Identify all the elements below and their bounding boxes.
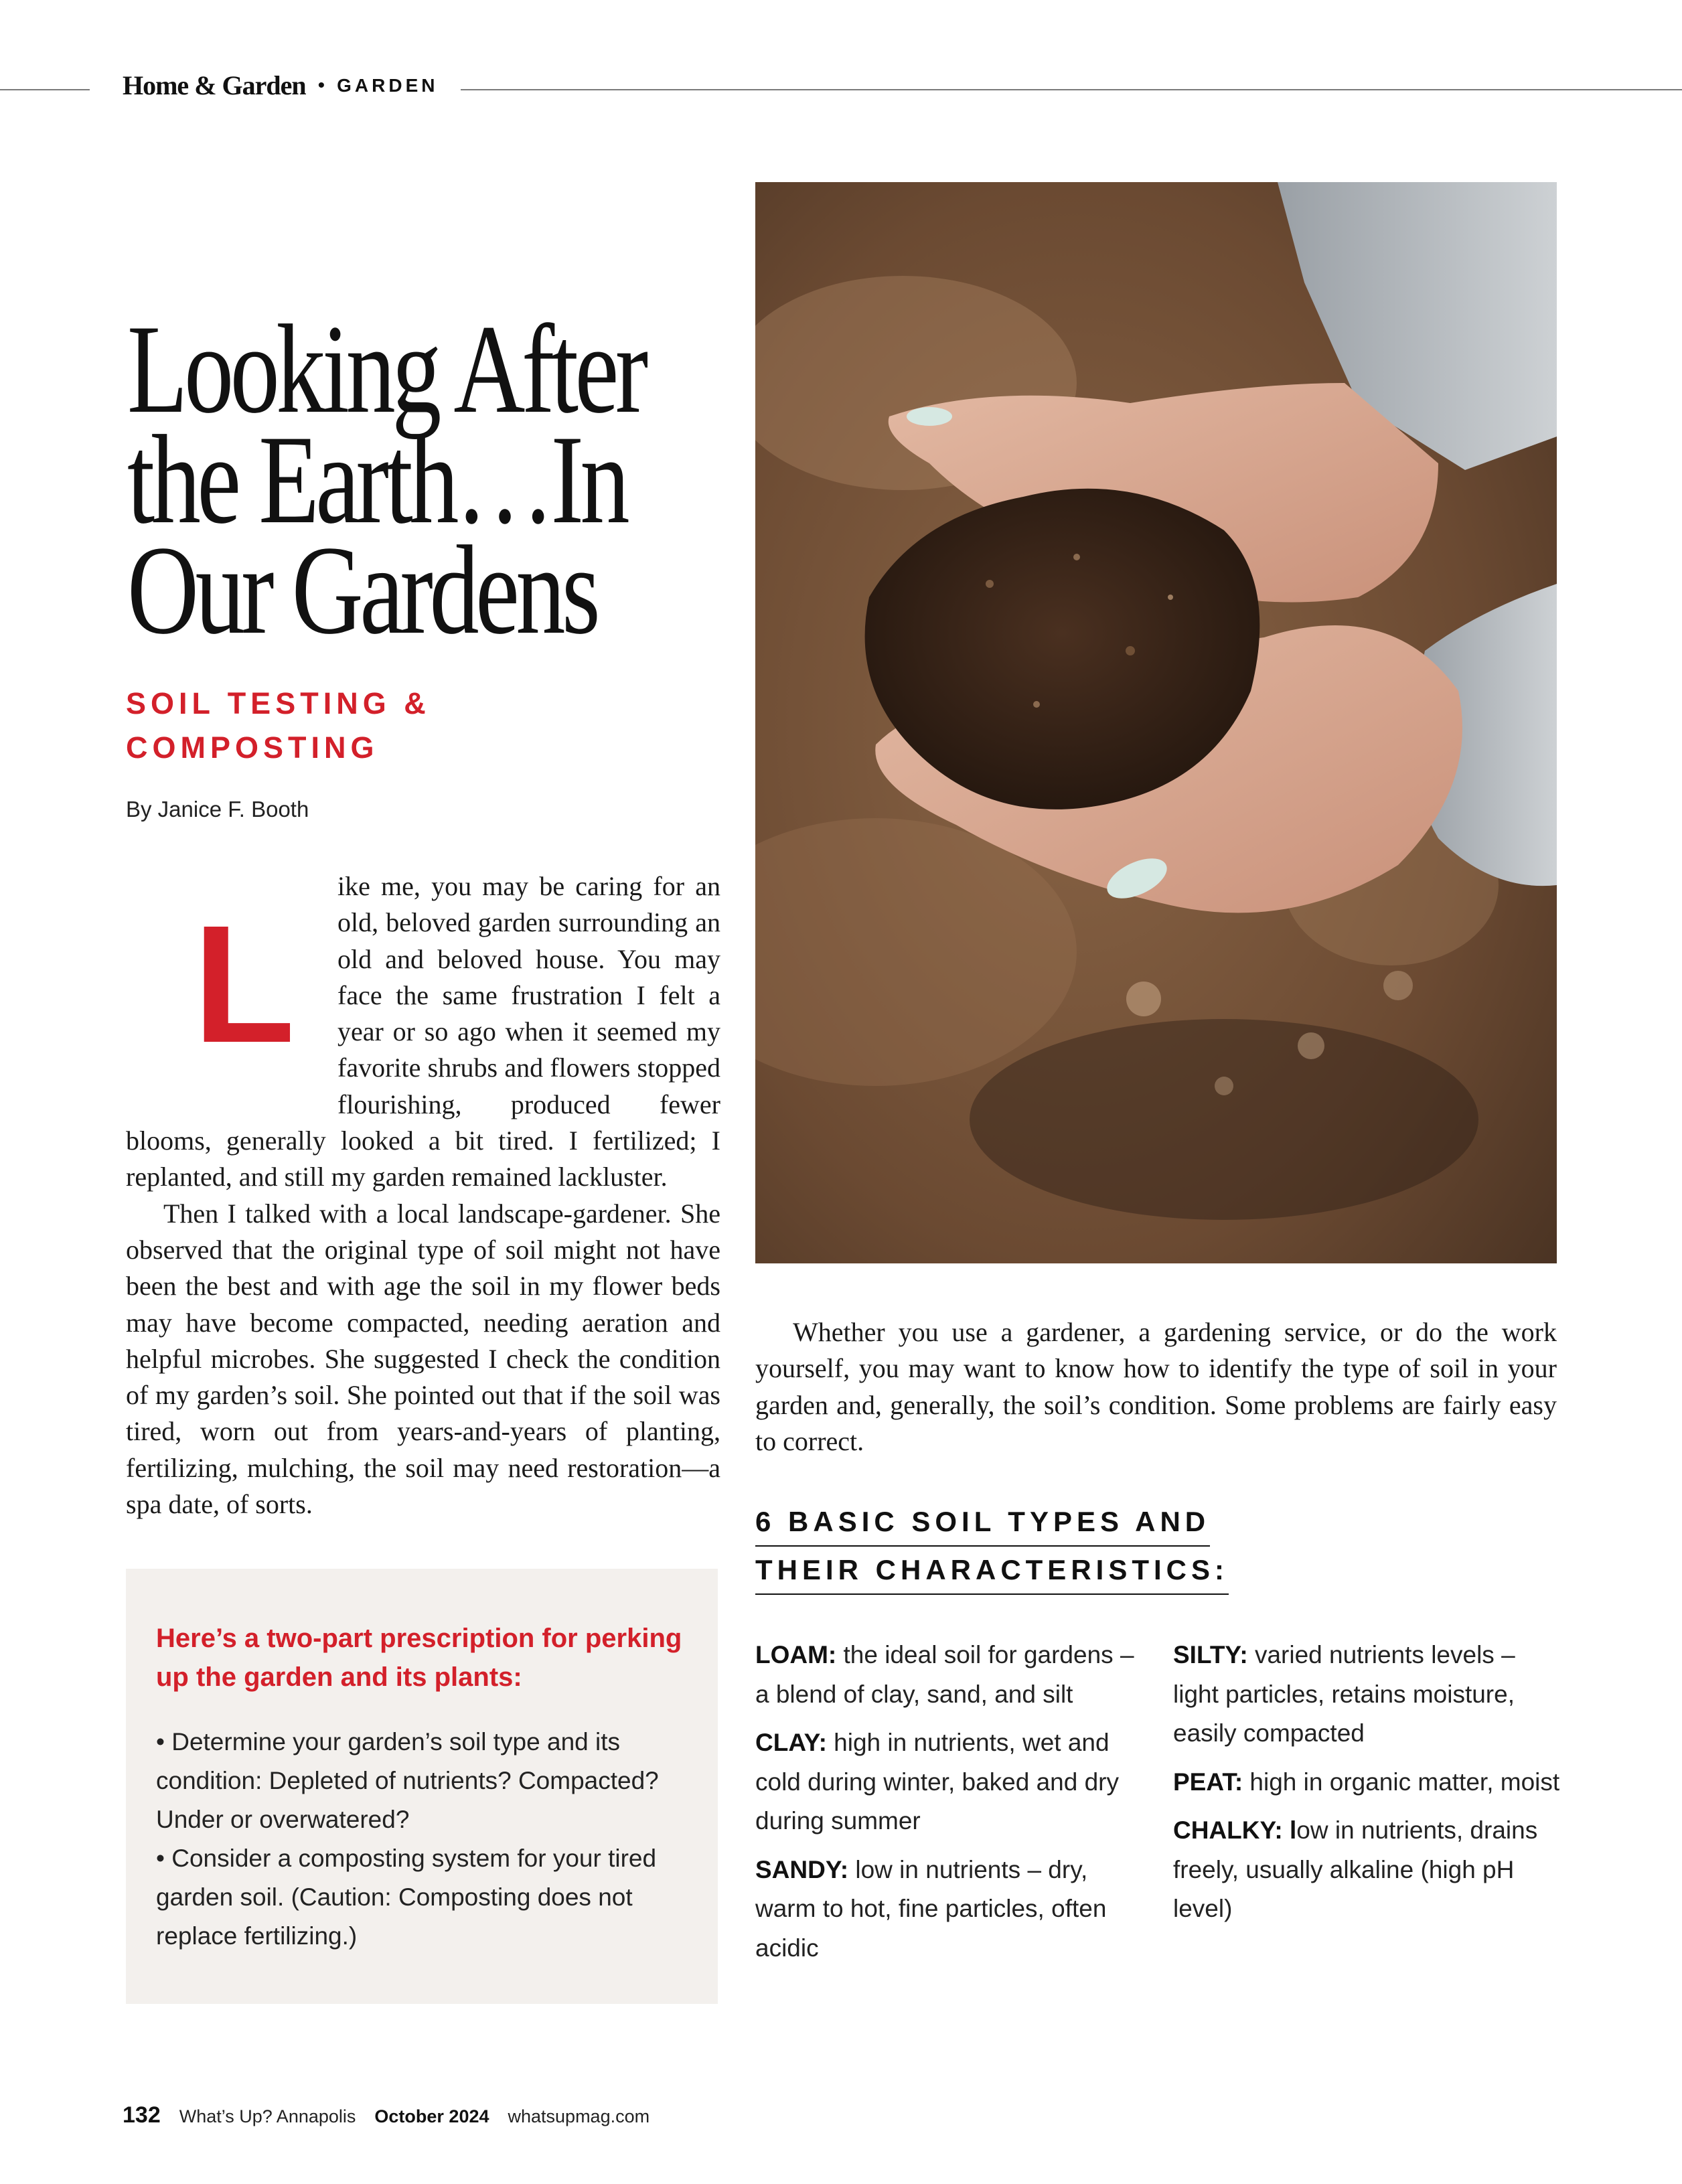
title-line-1: Looking After [127, 299, 645, 440]
soil-type-loam [755, 1636, 1144, 1714]
title-line-2: the Earth…In [127, 410, 627, 550]
page-number: 132 [123, 2102, 161, 2128]
soil-name-silty: SILTY: [1173, 1641, 1248, 1668]
header [123, 70, 438, 101]
soil-desc-clay: high in nutrients, wet and cold during winter, baked and dry during summer [755, 1729, 1120, 1835]
prescription-item-2: • Consider a composting system for your tired garden soil. (Caution: Composting does not replace fertilizing.) [156, 1845, 657, 1950]
soil-desc-silty: varied nutrients levels – light particles, retains moisture, easily compacted [1173, 1641, 1515, 1747]
soil-name-chalky: CHALKY: l [1173, 1816, 1297, 1844]
prescription-item-1: • Determine your garden’s soil type and its condition: Depleted of nutrients? Compacted? Under or overwatered? [156, 1728, 659, 1833]
soil-desc-loam: the ideal soil for gardens – a blend of clay, sand, and silt [755, 1641, 1134, 1708]
soil-name-peat: PEAT: [1173, 1768, 1243, 1796]
soil-heading-line-1: 6 BASIC SOIL TYPES AND [755, 1498, 1210, 1547]
soil-name-sandy: SANDY: [755, 1855, 849, 1883]
soil-desc-peat: high in organic matter, moist [1243, 1768, 1560, 1796]
article-subtitle [126, 682, 431, 770]
byline: By Janice F. Booth [126, 797, 309, 822]
footer-issue-wrap [374, 2106, 489, 2127]
paragraph-2: Then I talked with a local landscape-gardener. She observed that the original type of soil might not have been the best and with age the soil in my flower beds may have become compacted, needing aeration and helpful microbes. She suggested I check the condition of my garden’s soil. She pointed out that if the soil was tired, worn out from years-and-years of planting, fertilizing, mulching, the soil may need restoration—a spa date, of sorts. [126, 1198, 720, 1520]
hands-holding-soil-photo [755, 182, 1557, 1263]
drop-cap: L [193, 890, 295, 1077]
soil-types-left-column [755, 1636, 1144, 1968]
header-separator: • [317, 74, 325, 96]
paragraph-1-text: ike me, you may be caring for an old, beloved garden surrounding an old and beloved house. You may face the same frustration I felt a year or so ago when it seemed my favorite shrubs and flowers stopped flourishing, produced fewer blooms, generally looked a bit tired. I fertilized; I replanted, and still my garden remained lackluster. [126, 871, 720, 1192]
soil-type-peat [1173, 1763, 1561, 1802]
title-line-3: Our Gardens [127, 520, 597, 661]
soil-type-clay [755, 1723, 1144, 1841]
soil-desc-chalky: ow in nutrients, drains freely, usually alkaline (high pH level) [1173, 1816, 1538, 1922]
soil-desc-sandy: low in nutrients – dry, warm to hot, fine particles, often acidic [755, 1855, 1107, 1962]
prescription-heading: Here’s a two-part prescription for perking up the garden and its plants: [156, 1624, 682, 1692]
footer [123, 2102, 649, 2128]
header-rule-right [461, 89, 1682, 90]
subtitle-line-2: COMPOSTING [126, 730, 379, 765]
footer-issue: October 2024 [374, 2106, 489, 2126]
subtitle-line-1: SOIL TESTING & [126, 686, 431, 720]
header-category: GARDEN [337, 74, 439, 96]
soil-types-heading [755, 1498, 1229, 1595]
prescription-box [126, 1569, 718, 2004]
article-body-right [755, 1314, 1557, 1460]
footer-publication: What’s Up? Annapolis [179, 2106, 356, 2126]
soil-type-chalky [1173, 1811, 1561, 1929]
soil-types-right-column [1173, 1636, 1561, 1929]
article-body-left [126, 868, 720, 1523]
header-rule-left [0, 89, 90, 90]
footer-website: whatsupmag.com [508, 2106, 650, 2126]
soil-heading-line-2: THEIR CHARACTERISTICS: [755, 1547, 1229, 1595]
soil-name-clay: CLAY: [755, 1729, 827, 1756]
soil-type-silty [1173, 1636, 1561, 1753]
soil-name-loam: LOAM: [755, 1641, 837, 1668]
header-section: Home & Garden [123, 70, 306, 100]
prescription-list [156, 1723, 672, 1956]
photo-illustration [755, 182, 1557, 1263]
soil-type-sandy [755, 1851, 1144, 1968]
paragraph-3: Whether you use a gardener, a gardening service, or do the work yourself, you may want to know how to identify the type of soil in your garden and, generally, the soil’s condition. Some problems are fairly easy to correct. [755, 1317, 1557, 1456]
article-title [127, 299, 791, 661]
paragraph-1 [126, 868, 720, 1196]
